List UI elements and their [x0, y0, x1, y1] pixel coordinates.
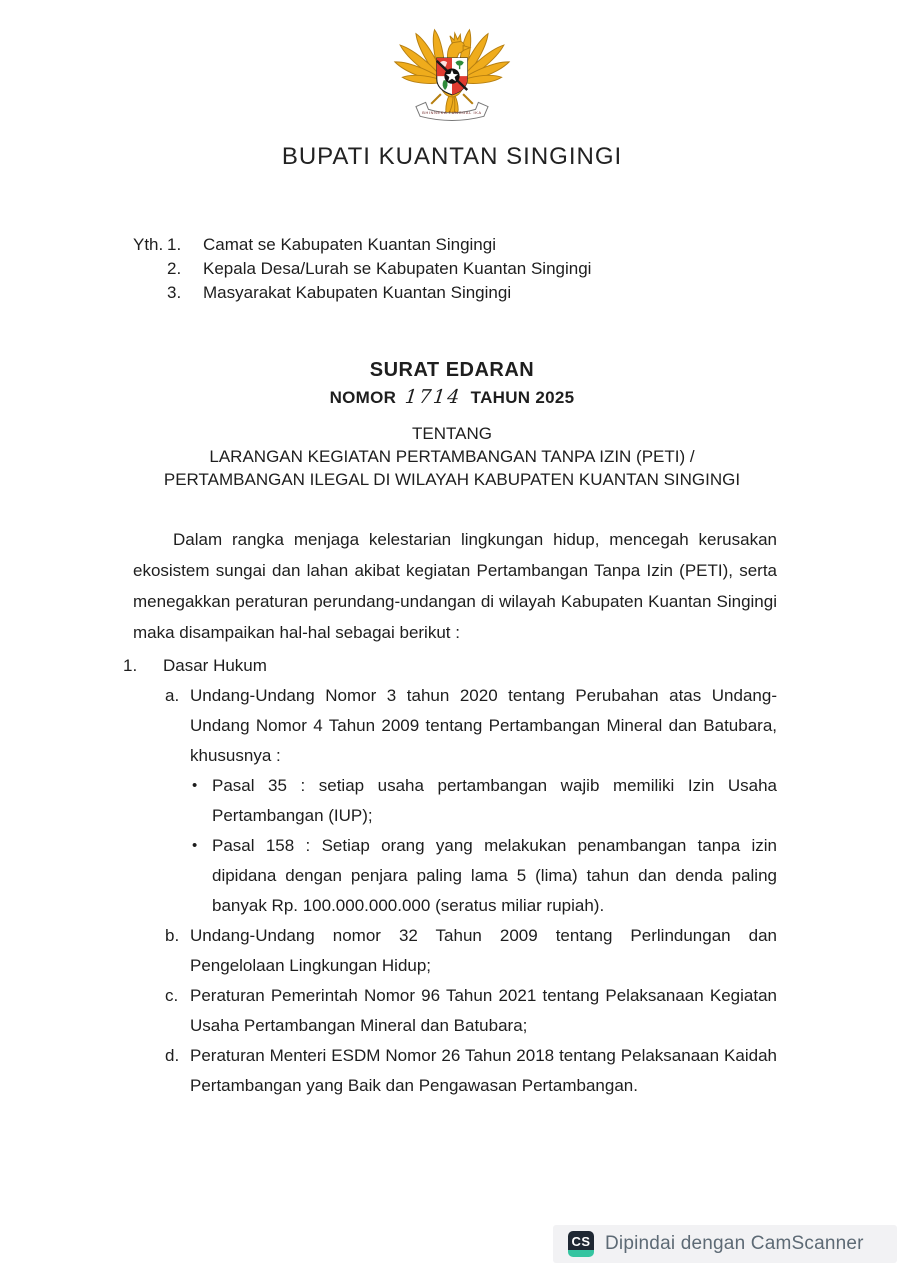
- item-text: Undang-Undang Nomor 3 tahun 2020 tentang Perubahan atas Undang-Undang Nomor 4 Tahun 2009 tentang Pertambangan Mineral dan Batubara, khususnya :: [190, 686, 777, 765]
- document-heading: [0, 359, 904, 491]
- letterhead: [0, 0, 904, 171]
- bullet-text: Pasal 35 : setiap usaha pertambangan wajib memiliki Izin Usaha Pertambangan (IUP);: [212, 776, 777, 825]
- nomor-prefix: NOMOR: [329, 388, 397, 407]
- legal-item-c: [165, 981, 777, 1041]
- legal-item-d: [165, 1041, 777, 1101]
- bullet-icon: •: [192, 777, 198, 794]
- camscanner-icon: CS: [568, 1231, 594, 1257]
- emblem-motto-text: BHINNEKA TUNGGAL IKA: [422, 111, 482, 116]
- subject-line-1: LARANGAN KEGIATAN PERTAMBANGAN TANPA IZIN (PETI) /: [209, 447, 695, 466]
- recipient-num: 2.: [167, 259, 182, 278]
- item-letter: c.: [165, 986, 179, 1005]
- recipient-num: 1.: [167, 235, 182, 254]
- bullet-pasal-35: [192, 771, 777, 831]
- recipients-label: Yth.: [133, 235, 164, 254]
- bullet-icon: •: [192, 837, 198, 854]
- section-1-heading: [123, 651, 777, 681]
- item-text: Peraturan Pemerintah Nomor 96 Tahun 2021 tentang Pelaksanaan Kegiatan Usaha Pertambangan Mineral dan Batubara;: [190, 986, 777, 1035]
- pancasila-shield: [437, 58, 468, 95]
- subject-line-2: PERTAMBANGAN ILEGAL DI WILAYAH KABUPATEN KUANTAN SINGINGI: [163, 470, 741, 489]
- legal-item-b: [165, 921, 777, 981]
- bullet-text: Pasal 158 : Setiap orang yang melakukan penambangan tanpa izin dipidana dengan penjara paling lama 5 (lima) tahun dan denda paling banyak Rp. 100.000.000.000 (seratus miliar rupiah).: [212, 836, 777, 915]
- garuda-pancasila-emblem: [382, 22, 522, 126]
- recipient-item: Masyarakat Kabupaten Kuantan Singingi: [203, 283, 512, 302]
- letterhead-title: BUPATI KUANTAN SINGINGI: [281, 143, 623, 170]
- document-title: SURAT EDARAN: [369, 359, 535, 381]
- item-letter: b.: [165, 926, 180, 945]
- opening-paragraph: Dalam rangka menjaga kelestarian lingkungan hidup, mencegah kerusakan ekosistem sungai dan lahan akibat kegiatan Pertambangan Tanpa Izin (PETI), serta menegakkan peraturan perundang-undangan di wilayah Kabupaten Kuantan Singingi maka disampaikan hal-hal sebagai berikut :: [133, 530, 777, 642]
- camscanner-badge: [553, 1225, 897, 1263]
- section-title: Dasar Hukum: [163, 656, 267, 675]
- item-text: Peraturan Menteri ESDM Nomor 26 Tahun 2018 tentang Pelaksanaan Kaidah Pertambangan yang Baik dan Pengawasan Pertambangan.: [190, 1046, 777, 1095]
- nomor-handwritten-number: 1714: [404, 386, 463, 408]
- camscanner-note: Dipindai dengan CamScanner: [605, 1233, 864, 1254]
- recipient-item: Kepala Desa/Lurah se Kabupaten Kuantan Singingi: [203, 259, 592, 278]
- bullet-pasal-158: [192, 831, 777, 921]
- recipient-num: 3.: [167, 283, 182, 302]
- item-letter: d.: [165, 1046, 180, 1065]
- recipient-item: Camat se Kabupaten Kuantan Singingi: [203, 235, 496, 254]
- nomor-suffix: TAHUN 2025: [470, 388, 575, 407]
- legal-item-a: [165, 681, 777, 771]
- document-number-line: [0, 386, 904, 408]
- legal-basis-list: [123, 651, 777, 1101]
- item-letter: a.: [165, 686, 180, 705]
- tentang-label: TENTANG: [412, 424, 492, 443]
- item-text: Undang-Undang nomor 32 Tahun 2009 tentang Perlindungan dan Pengelolaan Lingkungan Hidup;: [190, 926, 777, 975]
- recipients-block: [133, 233, 904, 305]
- section-number: 1.: [123, 656, 138, 675]
